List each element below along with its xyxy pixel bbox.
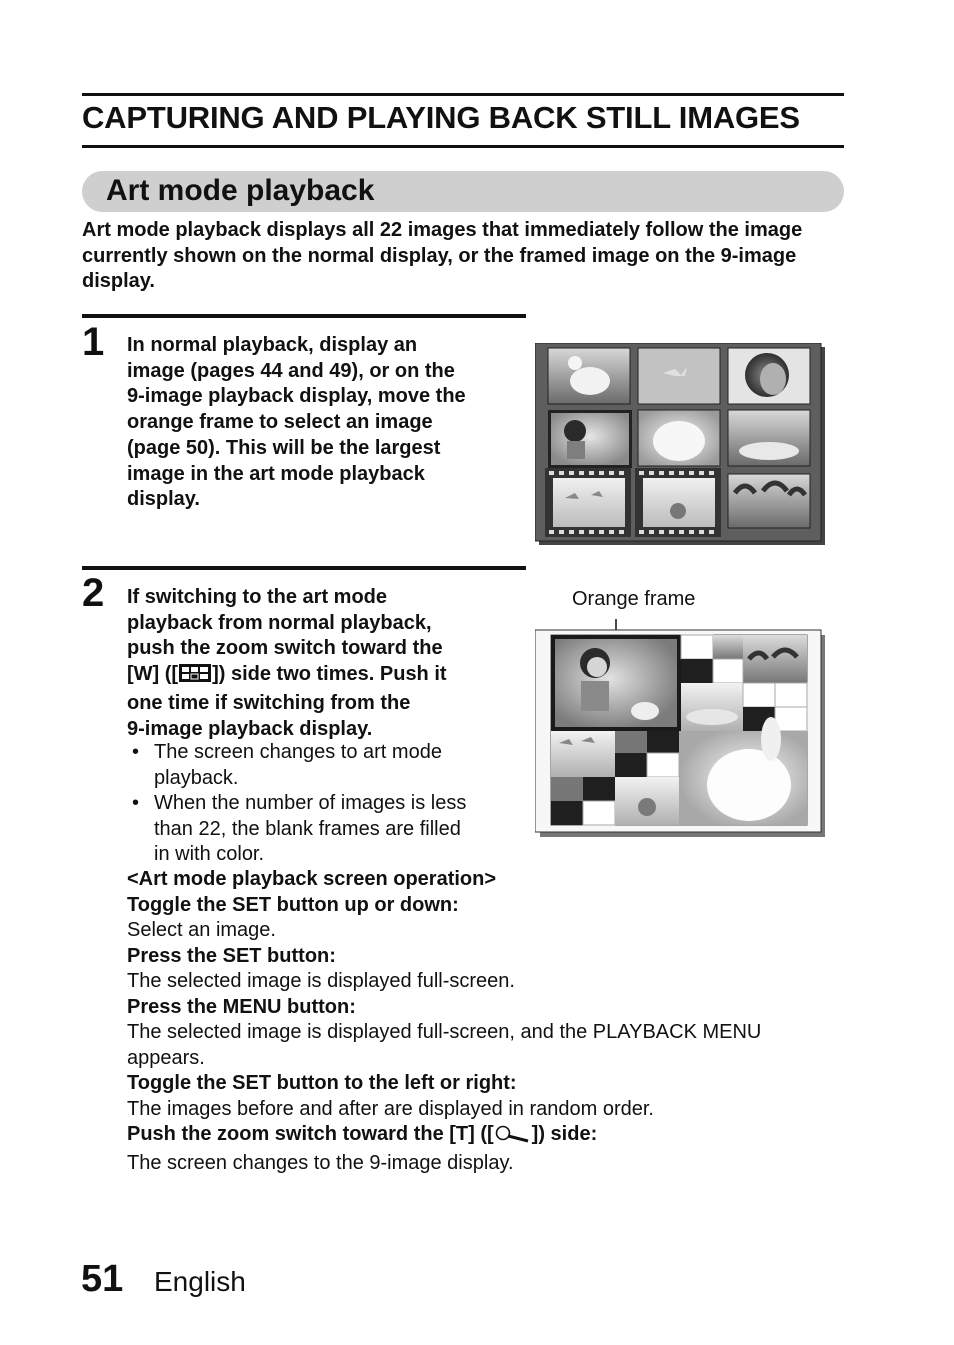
step2-number: 2 <box>82 571 105 615</box>
art-mode-display-illustration <box>535 615 825 837</box>
orange-frame-caption: Orange frame <box>572 588 696 610</box>
multi-image-display-icon <box>178 663 212 691</box>
operation-description: appears. <box>127 1046 205 1069</box>
operation-description: Select an image. <box>127 919 276 941</box>
step2-line <box>127 662 517 691</box>
step1-line: display. <box>127 488 200 511</box>
operation-description: The screen changes to the 9-image display. <box>127 1151 514 1174</box>
step2-line4-pre: [W] ([ <box>127 663 179 686</box>
bullet-item: • The screen changes to art mode playback. <box>132 741 442 789</box>
step2-line: If switching to the art mode <box>127 586 388 608</box>
page-number: 51 <box>81 1258 124 1300</box>
step2-line: 9-image playback display. <box>127 717 373 740</box>
step1-number: 1 <box>82 320 105 364</box>
step1-line: image in the art mode playback <box>127 462 425 485</box>
step2-line: one time if switching from the <box>127 691 411 714</box>
step2-rule <box>82 566 526 570</box>
bullet-dot-icon: • <box>132 792 140 814</box>
step2-line4-post: ]) side two times. Push it <box>212 663 447 686</box>
bullet-item: • When the number of images is less than 22, the blank frames are filled in with color. <box>132 792 467 865</box>
step1-text <box>127 333 517 513</box>
operation-description: The selected image is displayed full-screen. <box>127 970 515 992</box>
operation-label: Press the MENU button: <box>127 995 356 1018</box>
operations-section <box>127 867 847 1176</box>
step2-line: playback from normal playback, <box>127 611 432 634</box>
zoom-magnify-icon <box>494 1125 532 1151</box>
language-label: English <box>154 1266 246 1297</box>
step1-line: image (pages 44 and 49), or on the <box>127 359 455 382</box>
step2-line: push the zoom switch toward the <box>127 637 443 660</box>
step1-line: (page 50). This will be the largest <box>127 436 441 459</box>
step1-line: orange frame to select an image <box>127 411 433 434</box>
operation-label: Press the SET button: <box>127 944 336 967</box>
operation-description: The images before and after are displayed in random order. <box>127 1097 654 1120</box>
operations-heading: <Art mode playback screen operation> <box>127 868 497 890</box>
step1-rule <box>82 314 526 318</box>
operation-label: Toggle the SET button up or down: <box>127 893 459 916</box>
bullet-dot-icon: • <box>132 741 140 763</box>
section-intro: Art mode playback displays all 22 images that immediately follow the image currently shown on the normal display, or the framed image on the 9-image display. <box>82 219 803 292</box>
step2-bullet-list <box>128 740 508 868</box>
operation-description: The selected image is displayed full-screen, and the PLAYBACK MENU <box>127 1021 762 1043</box>
nine-image-display-figure <box>535 343 825 545</box>
operation-label: Push the zoom switch toward the [T] ([ ]) side: <box>127 1122 847 1151</box>
section-title: Art mode playback <box>106 174 375 207</box>
top-rule <box>82 93 844 96</box>
operation-label: Toggle the SET button to the left or right: <box>127 1072 517 1094</box>
art-mode-display-figure <box>535 615 825 837</box>
step2-text <box>127 585 517 742</box>
step1-line: 9-image playback display, move the <box>127 385 466 408</box>
nine-image-display-illustration <box>535 343 825 545</box>
title-underline <box>82 145 844 148</box>
step1-line: In normal playback, display an <box>127 334 418 356</box>
page-title: CAPTURING AND PLAYING BACK STILL IMAGES <box>82 100 800 135</box>
